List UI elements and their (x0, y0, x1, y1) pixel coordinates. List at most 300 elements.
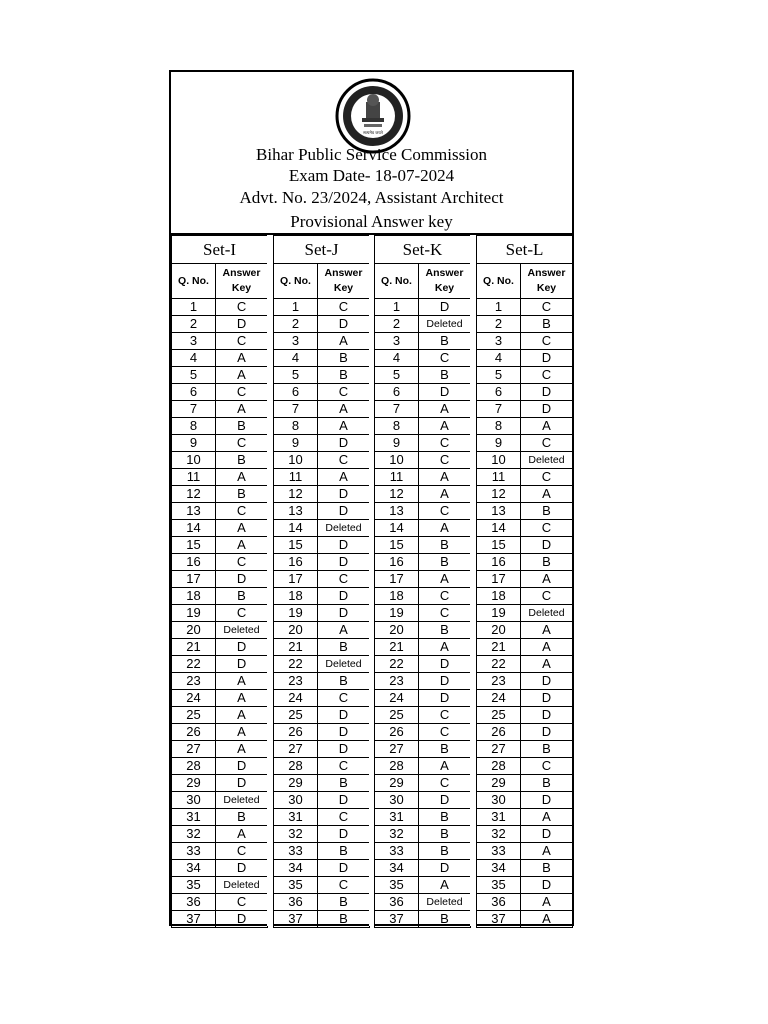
table-row (172, 486, 268, 503)
question-number: 11 (375, 469, 419, 486)
answer-cell: C (521, 435, 573, 452)
table-row (172, 401, 268, 418)
question-number: 37 (172, 911, 216, 928)
table-row (172, 520, 268, 537)
question-number: 17 (375, 571, 419, 588)
table-row (172, 792, 268, 809)
answer-sets (171, 233, 572, 926)
table-row (477, 418, 573, 435)
table-row (477, 775, 573, 792)
question-number: 11 (274, 469, 318, 486)
table-row (375, 401, 471, 418)
answer-cell: D (216, 775, 268, 792)
question-number: 37 (274, 911, 318, 928)
table-row (375, 384, 471, 401)
table-row (172, 299, 268, 316)
answer-cell: D (318, 826, 370, 843)
answer-cell: B (318, 775, 370, 792)
table-row (172, 537, 268, 554)
table-row (477, 469, 573, 486)
question-number: 33 (172, 843, 216, 860)
answer-cell: A (521, 809, 573, 826)
answer-cell: A (521, 486, 573, 503)
answer-cell: C (419, 775, 471, 792)
question-number: 6 (375, 384, 419, 401)
table-row (172, 707, 268, 724)
question-number: 30 (477, 792, 521, 809)
answer-cell: B (419, 537, 471, 554)
answer-cell: C (318, 571, 370, 588)
table-row (274, 333, 370, 350)
answer-table (374, 235, 471, 928)
table-row (477, 707, 573, 724)
question-number: 37 (477, 911, 521, 928)
answer-header-line2: Key (333, 282, 354, 294)
question-number: 5 (477, 367, 521, 384)
answer-cell: D (318, 707, 370, 724)
table-row (375, 622, 471, 639)
table-row (375, 656, 471, 673)
table-row (172, 418, 268, 435)
question-number: 19 (172, 605, 216, 622)
answer-table (476, 235, 573, 928)
question-number: 15 (172, 537, 216, 554)
answer-key-header (216, 264, 268, 299)
answer-cell: A (521, 639, 573, 656)
table-row (375, 894, 471, 911)
table-row (375, 809, 471, 826)
answer-cell: D (419, 792, 471, 809)
answer-cell: D (216, 758, 268, 775)
question-number: 20 (274, 622, 318, 639)
question-number: 15 (477, 537, 521, 554)
answer-cell: B (216, 486, 268, 503)
table-row (172, 741, 268, 758)
question-number: 13 (477, 503, 521, 520)
answer-cell: D (216, 571, 268, 588)
answer-cell: D (521, 537, 573, 554)
table-row (274, 401, 370, 418)
question-number: 31 (274, 809, 318, 826)
question-number: 28 (274, 758, 318, 775)
answer-cell: D (318, 792, 370, 809)
question-number: 23 (274, 673, 318, 690)
table-row (172, 435, 268, 452)
table-row (375, 877, 471, 894)
answer-cell: D (521, 724, 573, 741)
table-row (477, 605, 573, 622)
table-row (274, 690, 370, 707)
question-number: 2 (477, 316, 521, 333)
answer-cell: A (419, 571, 471, 588)
answer-cell: B (419, 843, 471, 860)
question-number: 20 (375, 622, 419, 639)
table-row (274, 622, 370, 639)
table-row (274, 860, 370, 877)
answer-cell: C (521, 469, 573, 486)
table-row (172, 843, 268, 860)
question-number: 26 (477, 724, 521, 741)
answer-cell: C (521, 299, 573, 316)
question-number: 25 (274, 707, 318, 724)
answer-cell: D (216, 639, 268, 656)
answer-cell: D (521, 401, 573, 418)
question-number: 12 (477, 486, 521, 503)
answer-cell: A (521, 622, 573, 639)
table-row (477, 724, 573, 741)
answer-cell: D (419, 860, 471, 877)
table-row (375, 367, 471, 384)
question-number: 29 (274, 775, 318, 792)
answer-cell: D (318, 316, 370, 333)
answer-cell: A (521, 418, 573, 435)
question-number: 22 (172, 656, 216, 673)
answer-cell: A (318, 469, 370, 486)
answer-cell: B (521, 503, 573, 520)
answer-cell: C (216, 554, 268, 571)
question-number: 1 (172, 299, 216, 316)
table-row (477, 333, 573, 350)
question-number: 7 (477, 401, 521, 418)
table-row (375, 452, 471, 469)
question-number: 26 (172, 724, 216, 741)
table-row (172, 350, 268, 367)
table-row (375, 316, 471, 333)
table-row (172, 826, 268, 843)
question-number: 34 (172, 860, 216, 877)
answer-header-line1: Answer (324, 267, 363, 279)
table-row (172, 605, 268, 622)
question-number: 15 (274, 537, 318, 554)
answer-cell: B (318, 843, 370, 860)
answer-cell: D (318, 435, 370, 452)
answer-cell: B (521, 554, 573, 571)
question-number: 13 (274, 503, 318, 520)
answer-cell: B (419, 333, 471, 350)
question-number: 3 (172, 333, 216, 350)
table-row (477, 571, 573, 588)
answer-cell: C (419, 588, 471, 605)
question-number: 32 (375, 826, 419, 843)
answer-cell: A (419, 520, 471, 537)
question-number: 36 (172, 894, 216, 911)
answer-cell: C (419, 605, 471, 622)
question-number: 7 (375, 401, 419, 418)
question-number: 6 (477, 384, 521, 401)
answer-table (273, 235, 370, 928)
question-number: 28 (375, 758, 419, 775)
answer-key-sheet (169, 70, 574, 926)
question-number: 16 (274, 554, 318, 571)
answer-cell: B (521, 775, 573, 792)
question-number: 12 (375, 486, 419, 503)
table-row (172, 316, 268, 333)
answer-cell: Deleted (216, 792, 268, 809)
table-row (375, 673, 471, 690)
table-row (274, 656, 370, 673)
question-number: 29 (172, 775, 216, 792)
answer-key-header (318, 264, 370, 299)
answer-header-line1: Answer (527, 267, 566, 279)
table-row (375, 299, 471, 316)
table-row (274, 316, 370, 333)
table-row (477, 435, 573, 452)
table-row (375, 843, 471, 860)
answer-cell: C (216, 384, 268, 401)
table-row (375, 537, 471, 554)
question-number: 18 (274, 588, 318, 605)
question-number: 28 (172, 758, 216, 775)
table-row (477, 826, 573, 843)
qno-header: Q. No. (274, 264, 318, 299)
answer-cell: B (216, 588, 268, 605)
question-number: 12 (172, 486, 216, 503)
answer-cell: C (318, 384, 370, 401)
question-number: 32 (274, 826, 318, 843)
table-row (172, 367, 268, 384)
question-number: 13 (375, 503, 419, 520)
question-number: 2 (375, 316, 419, 333)
table-row (274, 639, 370, 656)
table-row (274, 843, 370, 860)
table-row (375, 826, 471, 843)
table-row (477, 860, 573, 877)
table-row (375, 911, 471, 928)
question-number: 10 (375, 452, 419, 469)
answer-cell: B (318, 673, 370, 690)
table-row (274, 877, 370, 894)
table-row (172, 452, 268, 469)
table-row (274, 554, 370, 571)
answer-cell: C (216, 894, 268, 911)
answer-cell: D (419, 299, 471, 316)
question-number: 3 (477, 333, 521, 350)
question-number: 7 (274, 401, 318, 418)
answer-header-line2: Key (536, 282, 557, 294)
question-number: 35 (172, 877, 216, 894)
question-number: 33 (477, 843, 521, 860)
question-number: 37 (375, 911, 419, 928)
question-number: 16 (477, 554, 521, 571)
question-number: 34 (375, 860, 419, 877)
answer-cell: D (318, 554, 370, 571)
question-number: 2 (274, 316, 318, 333)
answer-cell: C (216, 503, 268, 520)
question-number: 12 (274, 486, 318, 503)
answer-cell: Deleted (216, 877, 268, 894)
table-row (274, 605, 370, 622)
table-row (274, 775, 370, 792)
table-row (477, 690, 573, 707)
table-row (375, 554, 471, 571)
table-row (274, 367, 370, 384)
question-number: 20 (477, 622, 521, 639)
answer-cell: B (216, 809, 268, 826)
question-number: 15 (375, 537, 419, 554)
table-row (375, 775, 471, 792)
table-row (477, 452, 573, 469)
question-number: 3 (375, 333, 419, 350)
table-row (477, 673, 573, 690)
answer-cell: D (318, 537, 370, 554)
table-row (172, 656, 268, 673)
answer-cell: D (419, 656, 471, 673)
answer-cell: D (521, 826, 573, 843)
answer-cell: D (318, 724, 370, 741)
table-row (274, 588, 370, 605)
table-row (172, 911, 268, 928)
table-row (274, 350, 370, 367)
table-row (274, 452, 370, 469)
answer-cell: B (216, 452, 268, 469)
table-row (172, 894, 268, 911)
question-number: 11 (477, 469, 521, 486)
answer-cell: B (419, 911, 471, 928)
question-number: 4 (274, 350, 318, 367)
answer-cell: D (521, 877, 573, 894)
answer-cell: C (216, 333, 268, 350)
question-number: 9 (477, 435, 521, 452)
answer-cell: B (216, 418, 268, 435)
question-number: 4 (172, 350, 216, 367)
answer-cell: C (419, 350, 471, 367)
table-row (274, 758, 370, 775)
question-number: 27 (375, 741, 419, 758)
question-number: 34 (477, 860, 521, 877)
question-number: 25 (477, 707, 521, 724)
answer-cell: D (318, 503, 370, 520)
answer-cell: C (216, 435, 268, 452)
question-number: 24 (375, 690, 419, 707)
answer-cell: D (521, 350, 573, 367)
question-number: 31 (375, 809, 419, 826)
question-number: 17 (477, 571, 521, 588)
answer-cell: D (216, 911, 268, 928)
set-title: Set-K (375, 236, 471, 264)
set-l-table (476, 235, 572, 926)
answer-cell: Deleted (318, 656, 370, 673)
question-number: 21 (375, 639, 419, 656)
document-title: Provisional Answer key (290, 212, 453, 231)
answer-cell: C (521, 367, 573, 384)
answer-header-line1: Answer (425, 267, 464, 279)
question-number: 31 (172, 809, 216, 826)
question-number: 18 (172, 588, 216, 605)
answer-cell: C (419, 707, 471, 724)
table-row (172, 758, 268, 775)
table-row (274, 911, 370, 928)
question-number: 34 (274, 860, 318, 877)
answer-cell: D (521, 384, 573, 401)
question-number: 26 (274, 724, 318, 741)
advertisement-line: Advt. No. 23/2024, Assistant Architect (239, 188, 504, 207)
question-number: 19 (477, 605, 521, 622)
table-row (477, 537, 573, 554)
answer-cell: A (521, 571, 573, 588)
answer-cell: C (318, 877, 370, 894)
table-row (375, 486, 471, 503)
table-row (477, 554, 573, 571)
table-row (172, 503, 268, 520)
set-j-table (273, 235, 369, 926)
answer-cell: A (318, 418, 370, 435)
answer-cell: C (318, 452, 370, 469)
answer-key-header (521, 264, 573, 299)
question-number: 9 (375, 435, 419, 452)
answer-cell: A (521, 894, 573, 911)
answer-cell: D (521, 673, 573, 690)
table-row (274, 826, 370, 843)
answer-cell: A (419, 469, 471, 486)
question-number: 19 (274, 605, 318, 622)
answer-cell: A (318, 333, 370, 350)
table-row (274, 435, 370, 452)
table-row (274, 469, 370, 486)
question-number: 5 (172, 367, 216, 384)
set-k-table (374, 235, 470, 926)
answer-cell: A (419, 639, 471, 656)
question-number: 35 (477, 877, 521, 894)
table-row (477, 622, 573, 639)
table-row (274, 299, 370, 316)
table-row (477, 350, 573, 367)
table-row (375, 690, 471, 707)
answer-cell: C (216, 299, 268, 316)
table-row (172, 588, 268, 605)
table-row (477, 843, 573, 860)
answer-cell: A (216, 826, 268, 843)
exam-date: Exam Date- 18-07-2024 (288, 166, 455, 185)
question-number: 10 (274, 452, 318, 469)
answer-cell: D (419, 690, 471, 707)
answer-cell: B (318, 367, 370, 384)
answer-cell: B (318, 911, 370, 928)
question-number: 17 (274, 571, 318, 588)
answer-cell: A (216, 350, 268, 367)
answer-cell: A (521, 843, 573, 860)
table-row (375, 503, 471, 520)
table-row (274, 503, 370, 520)
question-number: 28 (477, 758, 521, 775)
answer-key-header (419, 264, 471, 299)
question-number: 16 (172, 554, 216, 571)
question-number: 33 (375, 843, 419, 860)
table-row (274, 894, 370, 911)
question-number: 13 (172, 503, 216, 520)
answer-cell: D (318, 860, 370, 877)
commission-name: Bihar Public Service Commission (256, 145, 487, 164)
question-number: 36 (375, 894, 419, 911)
answer-cell: A (216, 401, 268, 418)
table-row (477, 588, 573, 605)
table-row (172, 673, 268, 690)
set-i-table (171, 235, 267, 926)
table-row (274, 384, 370, 401)
answer-cell: A (216, 520, 268, 537)
question-number: 35 (375, 877, 419, 894)
answer-cell: C (318, 299, 370, 316)
question-number: 35 (274, 877, 318, 894)
question-number: 24 (172, 690, 216, 707)
answer-cell: A (419, 877, 471, 894)
answer-cell: A (216, 537, 268, 554)
answer-cell: A (216, 469, 268, 486)
answer-cell: C (216, 843, 268, 860)
answer-cell: C (318, 758, 370, 775)
question-number: 21 (172, 639, 216, 656)
table-row (375, 418, 471, 435)
question-number: 22 (375, 656, 419, 673)
